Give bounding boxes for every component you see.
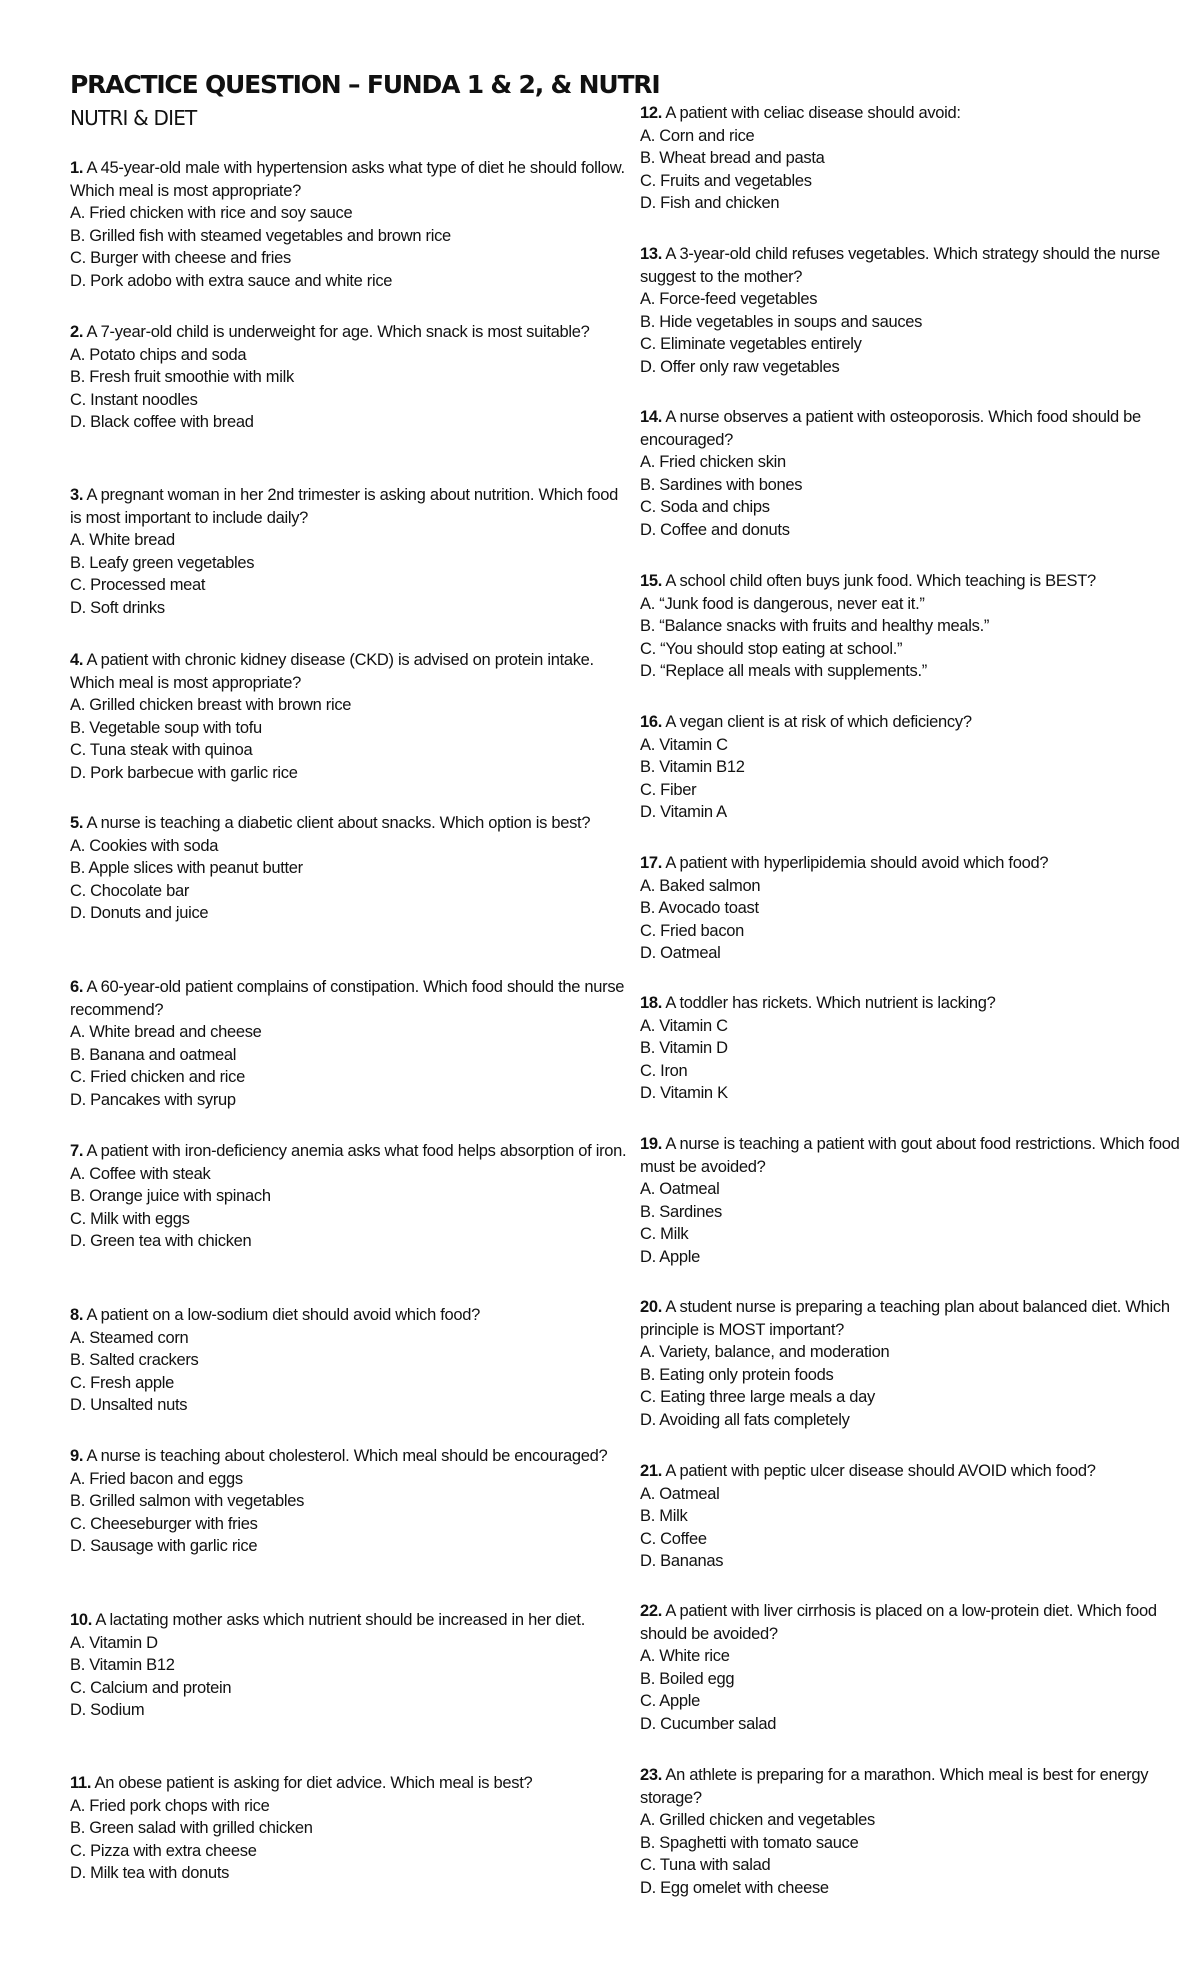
answer-option: C. “You should stop eating at school.”	[640, 639, 903, 658]
question-stem	[70, 157, 630, 202]
answer-option: D. Donuts and juice	[70, 904, 209, 922]
answer-option: A. Vitamin D	[70, 1633, 158, 1652]
answer-option: A. Oatmeal	[640, 1180, 720, 1198]
question-text: A nurse is teaching about cholesterol. Which meal should be encouraged?	[86, 1447, 608, 1465]
question-stem	[640, 1764, 1200, 1809]
answer-option: D. Unsalted nuts	[70, 1396, 188, 1414]
answer-option: C. Eliminate vegetables entirely	[640, 335, 862, 353]
question-number: 4.	[70, 651, 84, 669]
answer-option: C. Milk	[640, 1225, 689, 1243]
question-block	[70, 484, 630, 619]
answer-option: B. Sardines with bones	[640, 475, 803, 494]
answer-option: A. Grilled chicken breast with brown rice	[70, 696, 352, 714]
question-stem	[640, 1460, 1200, 1483]
answer-option: C. Milk with eggs	[70, 1209, 190, 1228]
question-text: A nurse is teaching a diabetic client about snacks. Which option is best?	[86, 814, 591, 832]
answer-option: B. Spaghetti with tomato sauce	[640, 1833, 859, 1852]
question-number: 9.	[70, 1447, 84, 1465]
question-stem	[640, 102, 1200, 125]
answer-option: D. Pork barbecue with garlic rice	[70, 763, 298, 782]
answer-option: C. Instant noodles	[70, 390, 198, 409]
answer-option: D. Apple	[640, 1247, 700, 1266]
question-block	[70, 1609, 630, 1722]
question-block	[640, 1460, 1200, 1573]
question-block	[70, 649, 630, 784]
answer-option: A. Fried chicken skin	[640, 453, 786, 471]
answer-option: A. Variety, balance, and moderation	[640, 1343, 890, 1361]
answer-option: D. Milk tea with donuts	[70, 1864, 230, 1882]
answer-option: A. Fried chicken with rice and soy sauce	[70, 204, 353, 222]
question-number: 14.	[640, 408, 663, 426]
question-stem	[640, 570, 1200, 593]
question-text: A vegan client is at risk of which deficiency?	[665, 713, 972, 731]
question-number: 21.	[640, 1462, 663, 1480]
question-block	[70, 1304, 630, 1417]
answer-option: C. Fried chicken and rice	[70, 1068, 245, 1086]
answer-option: D. Sausage with garlic rice	[70, 1537, 258, 1555]
question-number: 6.	[70, 978, 84, 996]
question-stem	[640, 243, 1200, 288]
question-text: A toddler has rickets. Which nutrient is lacking?	[665, 994, 996, 1012]
answer-option: B. Vitamin B12	[640, 758, 745, 776]
section-heading: NUTRI & DIET	[70, 106, 197, 130]
question-text: A 7-year-old child is underweight for age. Which snack is most suitable?	[86, 323, 590, 341]
answer-option: B. Vitamin D	[640, 1039, 728, 1057]
answer-option: A. Vitamin C	[640, 735, 728, 754]
question-stem	[70, 812, 630, 835]
answer-option: D. Bananas	[640, 1552, 724, 1570]
answer-option: B. Fresh fruit smoothie with milk	[70, 368, 294, 386]
question-stem	[640, 852, 1200, 875]
answer-option: A. White bread and cheese	[70, 1023, 262, 1041]
answer-option: A. Fried bacon and eggs	[70, 1469, 243, 1488]
answer-option: C. Eating three large meals a day	[640, 1388, 875, 1406]
answer-option: A. Coffee with steak	[70, 1164, 211, 1183]
answer-option: B. Wheat bread and pasta	[640, 149, 825, 167]
answer-option: A. Fried pork chops with rice	[70, 1796, 270, 1815]
question-text: A patient with chronic kidney disease (CKD) is advised on protein intake. Which meal is most appropriate?	[70, 651, 594, 692]
answer-option: B. Banana and oatmeal	[70, 1045, 237, 1064]
answer-option: D. Egg omelet with cheese	[640, 1878, 829, 1897]
question-text: A school child often buys junk food. Which teaching is BEST?	[665, 572, 1096, 590]
answer-option: C. Coffee	[640, 1529, 707, 1548]
question-number: 22.	[640, 1602, 663, 1620]
answer-option: C. Processed meat	[70, 576, 206, 594]
question-stem	[70, 1140, 630, 1163]
answer-option: A. Force-feed vegetables	[640, 290, 818, 308]
answer-option: B. Milk	[640, 1507, 688, 1525]
question-text: A patient with iron-deficiency anemia asks what food helps absorption of iron.	[86, 1142, 627, 1160]
question-stem	[70, 1445, 630, 1468]
question-number: 7.	[70, 1142, 84, 1160]
question-text: A patient with hyperlipidemia should avoid which food?	[665, 854, 1049, 872]
answer-option: B. Orange juice with spinach	[70, 1187, 271, 1205]
answer-option: D. Vitamin A	[640, 803, 727, 821]
answer-option: A. “Junk food is dangerous, never eat it.”	[640, 594, 925, 613]
answer-option: D. Avoiding all fats completely	[640, 1410, 850, 1429]
question-stem	[70, 649, 630, 694]
answer-option: B. Boiled egg	[640, 1669, 735, 1688]
question-block	[70, 812, 630, 925]
answer-option: B. Avocado toast	[640, 899, 759, 917]
question-text: A nurse observes a patient with osteoporosis. Which food should be encouraged?	[640, 408, 1141, 449]
question-number: 19.	[640, 1135, 663, 1153]
answer-option: C. Fiber	[640, 780, 697, 799]
question-text: An athlete is preparing for a marathon. Which meal is best for energy storage?	[640, 1766, 1149, 1807]
answer-option: B. Vegetable soup with tofu	[70, 718, 262, 737]
question-stem	[640, 711, 1200, 734]
question-block	[640, 1600, 1200, 1735]
answer-option: B. “Balance snacks with fruits and healthy meals.”	[640, 617, 990, 635]
answer-option: C. Tuna steak with quinoa	[70, 741, 253, 759]
answer-option: D. Fish and chicken	[640, 194, 780, 212]
question-stem	[640, 992, 1200, 1015]
question-text: A lactating mother asks which nutrient should be increased in her diet.	[95, 1611, 585, 1629]
answer-option: B. Sardines	[640, 1202, 722, 1221]
answer-option: C. Cheeseburger with fries	[70, 1514, 258, 1533]
question-number: 23.	[640, 1766, 663, 1784]
question-number: 18.	[640, 994, 663, 1012]
question-stem	[640, 1600, 1200, 1645]
answer-option: C. Calcium and protein	[70, 1678, 232, 1697]
answer-option: A. White rice	[640, 1647, 730, 1665]
answer-option: D. Coffee and donuts	[640, 520, 790, 539]
question-text: A pregnant woman in her 2nd trimester is asking about nutrition. Which food is most important to include daily?	[70, 486, 619, 527]
question-block	[640, 243, 1200, 378]
answer-option: B. Grilled fish with steamed vegetables and brown rice	[70, 226, 451, 245]
answer-option: B. Green salad with grilled chicken	[70, 1819, 313, 1837]
question-block	[640, 992, 1200, 1105]
question-block	[70, 1140, 630, 1253]
question-block	[70, 157, 630, 292]
question-stem	[640, 1133, 1200, 1178]
page-title: PRACTICE QUESTION – FUNDA 1 & 2, & NUTRI	[70, 70, 660, 99]
question-number: 5.	[70, 814, 84, 832]
question-block	[70, 321, 630, 434]
answer-option: B. Eating only protein foods	[640, 1365, 834, 1384]
question-number: 15.	[640, 572, 663, 590]
answer-option: A. Grilled chicken and vegetables	[640, 1811, 875, 1829]
question-text: A patient on a low-sodium diet should avoid which food?	[86, 1306, 481, 1324]
answer-option: A. Vitamin C	[640, 1016, 728, 1035]
question-stem	[70, 1304, 630, 1327]
question-text: A patient with celiac disease should avoid:	[665, 104, 961, 122]
question-number: 10.	[70, 1611, 93, 1629]
question-block	[70, 1772, 630, 1885]
question-block	[70, 1445, 630, 1558]
question-number: 17.	[640, 854, 663, 872]
answer-option: A. Oatmeal	[640, 1484, 720, 1503]
answer-option: B. Leafy green vegetables	[70, 553, 255, 572]
answer-option: C. Fried bacon	[640, 921, 745, 940]
question-block	[640, 852, 1200, 965]
answer-option: C. Chocolate bar	[70, 881, 190, 900]
question-block	[70, 976, 630, 1111]
question-block	[640, 406, 1200, 541]
answer-option: B. Hide vegetables in soups and sauces	[640, 312, 923, 331]
question-number: 13.	[640, 245, 663, 263]
question-block	[640, 102, 1200, 215]
question-text: A nurse is teaching a patient with gout about food restrictions. Which food must be avoided?	[640, 1135, 1180, 1176]
answer-option: A. White bread	[70, 531, 175, 549]
question-text: A patient with peptic ulcer disease should AVOID which food?	[665, 1462, 1096, 1480]
answer-option: D. Pork adobo with extra sauce and white rice	[70, 271, 393, 290]
question-number: 12.	[640, 104, 663, 122]
answer-option: C. Burger with cheese and fries	[70, 249, 291, 267]
question-text: A 60-year-old patient complains of constipation. Which food should the nurse recommend?	[70, 978, 625, 1019]
question-block	[640, 1133, 1200, 1268]
question-block	[640, 711, 1200, 824]
answer-option: B. Vitamin B12	[70, 1656, 175, 1674]
answer-option: B. Apple slices with peanut butter	[70, 859, 303, 877]
answer-option: C. Fruits and vegetables	[640, 171, 812, 190]
question-block	[640, 570, 1200, 683]
question-stem	[70, 484, 630, 529]
question-stem	[70, 976, 630, 1021]
answer-option: D. Vitamin K	[640, 1084, 728, 1102]
question-stem	[70, 321, 630, 344]
question-stem	[640, 406, 1200, 451]
answer-option: D. Oatmeal	[640, 944, 721, 962]
question-number: 1.	[70, 159, 84, 177]
question-number: 3.	[70, 486, 84, 504]
answer-option: C. Fresh apple	[70, 1373, 175, 1392]
question-block	[640, 1764, 1200, 1899]
answer-option: C. Pizza with extra cheese	[70, 1841, 257, 1860]
answer-option: B. Grilled salmon with vegetables	[70, 1492, 305, 1510]
answer-option: D. Cucumber salad	[640, 1714, 777, 1733]
answer-option: C. Iron	[640, 1061, 688, 1080]
question-text: A 45-year-old male with hypertension asks what type of diet he should follow. Which meal is most appropriate?	[70, 159, 625, 200]
answer-option: D. “Replace all meals with supplements.”	[640, 662, 927, 680]
question-number: 8.	[70, 1306, 84, 1324]
question-text: An obese patient is asking for diet advice. Which meal is best?	[94, 1774, 533, 1792]
answer-option: C. Tuna with salad	[640, 1856, 771, 1874]
answer-option: C. Apple	[640, 1692, 700, 1710]
question-text: A patient with liver cirrhosis is placed on a low-protein diet. Which food should be avoided?	[640, 1602, 1157, 1643]
question-stem	[70, 1772, 630, 1795]
question-text: A student nurse is preparing a teaching plan about balanced diet. Which principle is MOST important?	[640, 1298, 1170, 1339]
answer-option: A. Cookies with soda	[70, 836, 219, 855]
question-number: 16.	[640, 713, 663, 731]
answer-option: D. Offer only raw vegetables	[640, 357, 840, 376]
answer-option: D. Green tea with chicken	[70, 1232, 252, 1250]
answer-option: A. Corn and rice	[640, 126, 755, 145]
answer-option: A. Potato chips and soda	[70, 345, 247, 364]
question-block	[640, 1296, 1200, 1431]
answer-option: C. Soda and chips	[640, 498, 770, 516]
question-stem	[70, 1609, 630, 1632]
question-number: 20.	[640, 1298, 663, 1316]
answer-option: D. Pancakes with syrup	[70, 1090, 236, 1109]
question-number: 2.	[70, 323, 84, 341]
answer-option: A. Baked salmon	[640, 876, 761, 895]
answer-option: B. Salted crackers	[70, 1351, 199, 1369]
answer-option: A. Steamed corn	[70, 1328, 189, 1347]
question-stem	[640, 1296, 1200, 1341]
question-number: 11.	[70, 1774, 92, 1792]
question-text: A 3-year-old child refuses vegetables. Which strategy should the nurse suggest to the mother?	[640, 245, 1160, 286]
answer-option: D. Soft drinks	[70, 598, 165, 617]
answer-option: D. Sodium	[70, 1701, 145, 1719]
answer-option: D. Black coffee with bread	[70, 413, 254, 431]
